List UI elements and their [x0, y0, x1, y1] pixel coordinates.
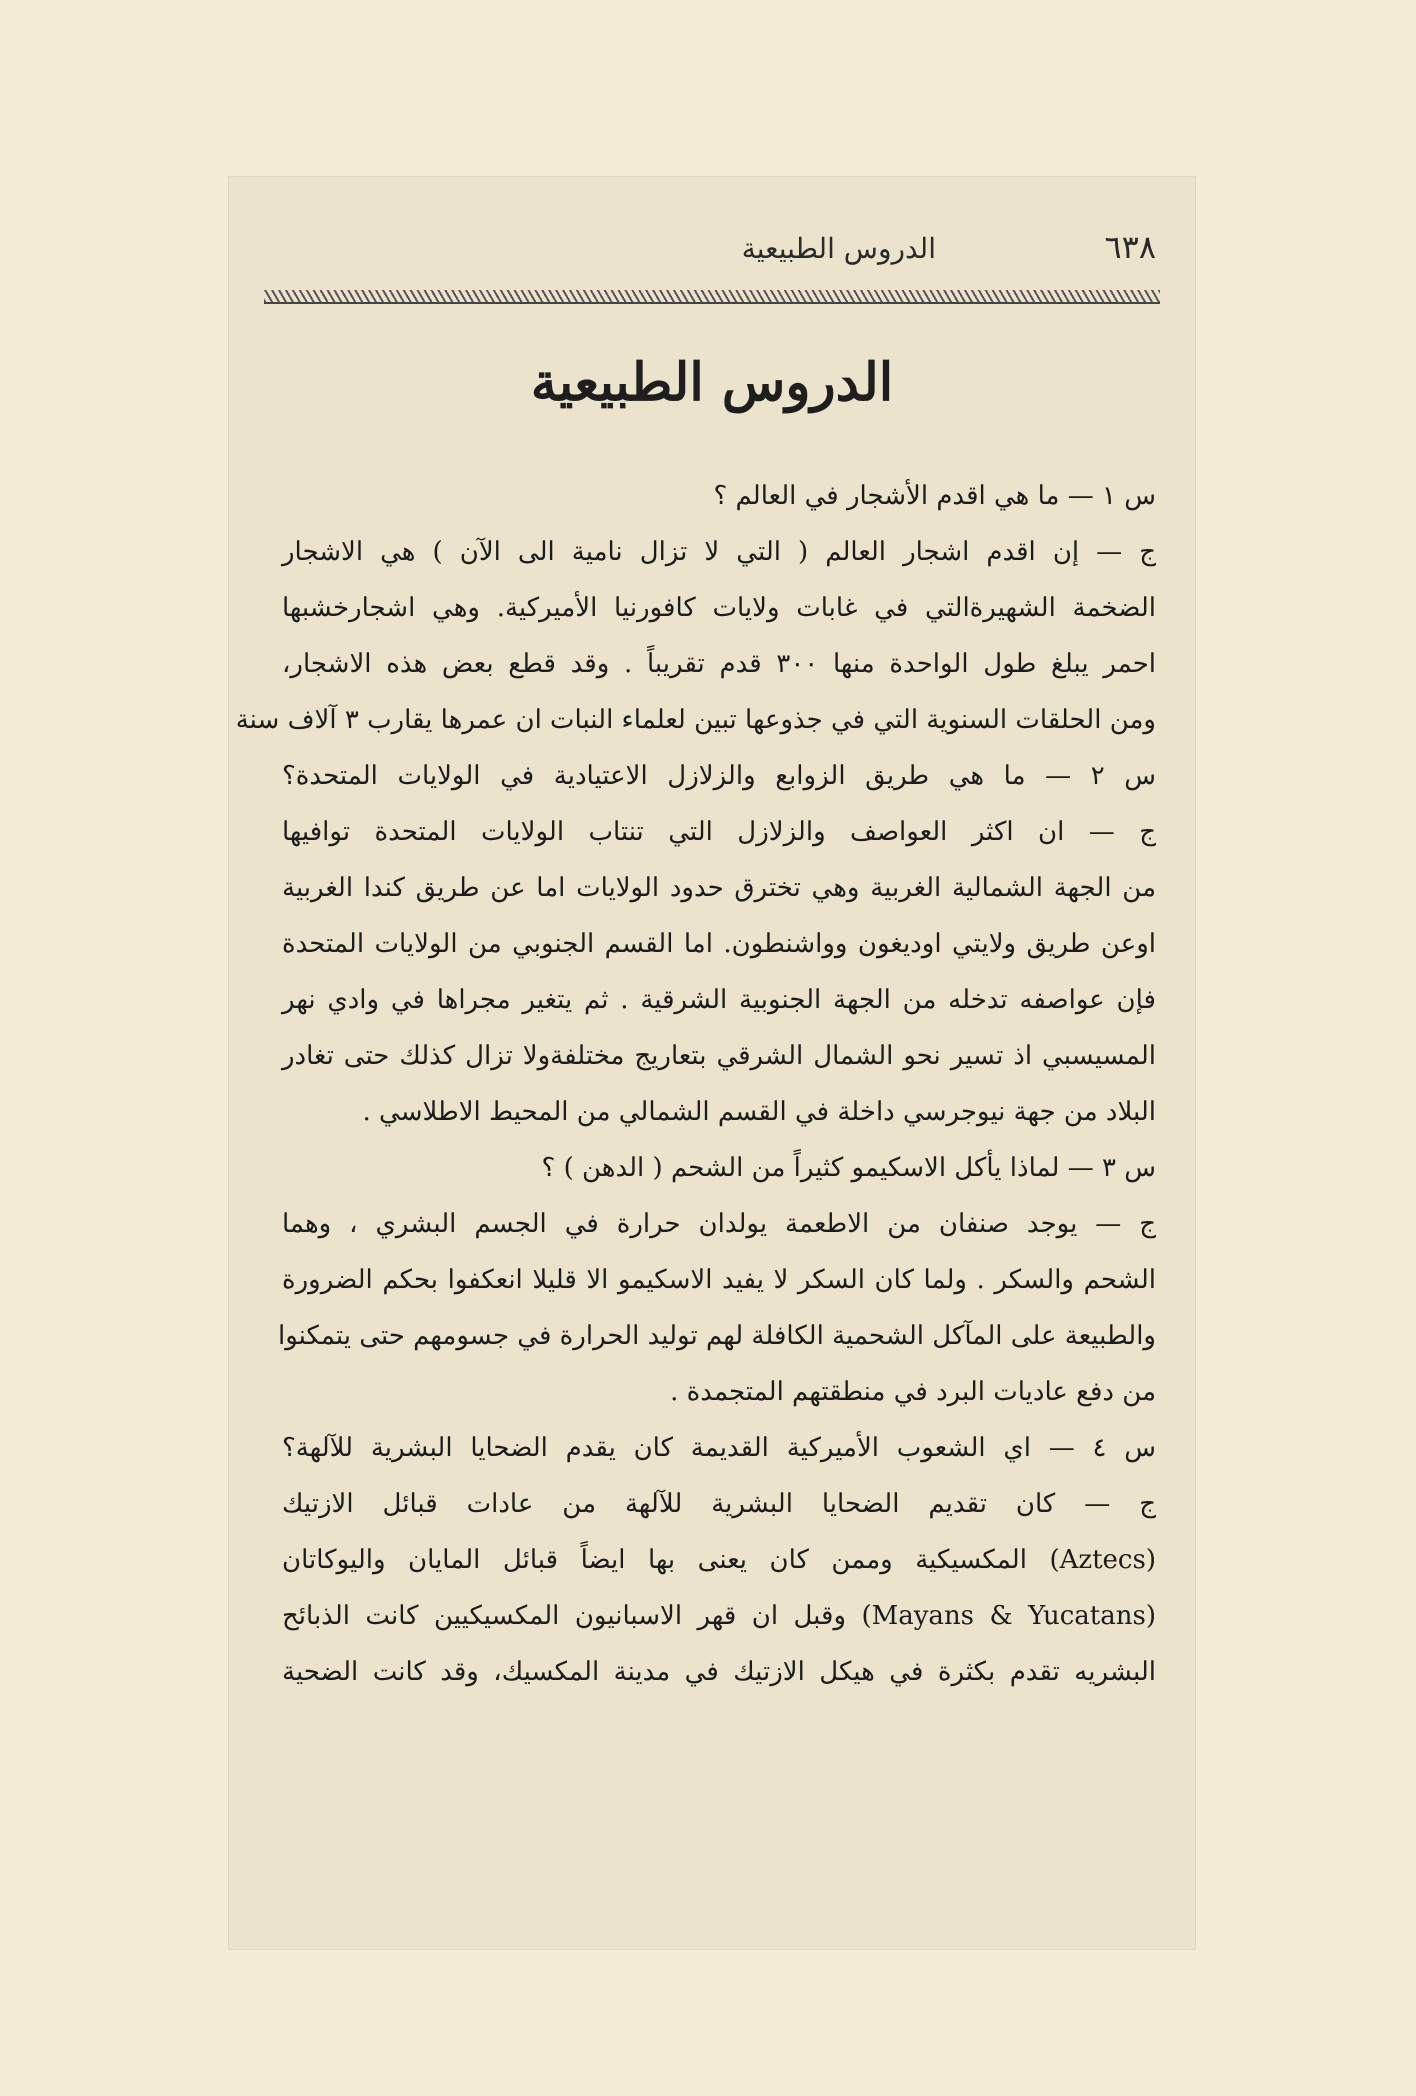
running-header [268, 228, 1156, 280]
running-title: الدروس الطبيعية [741, 232, 936, 265]
text-line: من الجهة الشمالية الغربية وهي تخترق حدود الولايات اما عن طريق كندا الغربية [282, 873, 1156, 903]
book-page [228, 176, 1196, 1950]
text-line: البلاد من جهة نيوجرسي داخلة في القسم الشمالي من المحيط الاطلاسي . [362, 1097, 1156, 1127]
text-line: البشريه تقدم بكثرة في هيكل الازتيك في مدينة المكسيك، وقد كانت الضحية [282, 1657, 1157, 1687]
question-line: س ٣ — لماذا يأكل الاسكيمو كثيراً من الشحم ( الدهن ) ؟ [541, 1153, 1156, 1183]
question-line: س ١ — ما هي اقدم الأشجار في العالم ؟ [713, 481, 1156, 511]
text-line: الضخمة الشهيرةالتي في غابات ولايات كافورنيا الأميركية. وهي اشجارخشبها [282, 593, 1156, 623]
text-line: اوعن طريق ولايتي اوديغون وواشنطون. اما القسم الجنوبي من الولايات المتحدة [282, 929, 1156, 959]
chapter-title: الدروس الطبيعية [530, 352, 894, 413]
text-line: ومن الحلقات السنوية التي في جذوعها تبين لعلماء النبات ان عمرها يقارب ٣ آلاف سنة [235, 705, 1156, 735]
answer-line: ج — إن اقدم اشجار العالم ( التي لا تزال نامية الى الآن ) هي الاشجار [282, 537, 1156, 567]
body-text [235, 468, 1157, 1700]
question-line: س ٢ — ما هي طريق الزوابع والزلازل الاعتيادية في الولايات المتحدة؟ [282, 761, 1156, 791]
text-line: (Aztecs) المكسيكية وممن كان يعنى بها ايضاً قبائل المايان واليوكاتان [282, 1545, 1156, 1575]
text-line: الشحم والسكر . ولما كان السكر لا يفيد الاسكيمو الا قليلا انعكفوا بحكم الضرورة [282, 1265, 1156, 1295]
text-line: والطبيعة على المآكل الشحمية الكافلة لهم توليد الحرارة في جسومهم حتى يتمكنوا [278, 1321, 1156, 1351]
answer-line: ج — يوجد صنفان من الاطعمة يولدان حرارة في الجسم البشري ، وهما [282, 1209, 1156, 1239]
answer-line: ج — ان اكثر العواصف والزلازل التي تنتاب الولايات المتحدة توافيها [282, 817, 1156, 847]
page-number: ٦٣٨ [1104, 228, 1156, 266]
question-line: س ٤ — اي الشعوب الأميركية القديمة كان يقدم الضحايا البشرية للآلهة؟ [282, 1433, 1156, 1463]
text-line: فإن عواصفه تدخله من الجهة الجنوبية الشرقية . ثم يتغير مجراها في وادي نهر [282, 985, 1156, 1015]
text-line: احمر يبلغ طول الواحدة منها ٣٠٠ قدم تقريباً . وقد قطع بعض هذه الاشجار، [282, 649, 1156, 679]
text-line: من دفع عاديات البرد في منطقتهم المتجمدة . [670, 1377, 1156, 1407]
text-line: (Mayans & Yucatans) وقبل ان قهر الاسبانيون المكسيكيين كانت الذبائح [282, 1601, 1156, 1631]
header-rule [264, 290, 1160, 304]
answer-line: ج — كان تقديم الضحايا البشرية للآلهة من عادات قبائل الازتيك [282, 1489, 1156, 1519]
text-line: المسيسبي اذ تسير نحو الشمال الشرقي بتعاريج مختلفةولا تزال كذلك حتى تغادر [282, 1041, 1156, 1071]
